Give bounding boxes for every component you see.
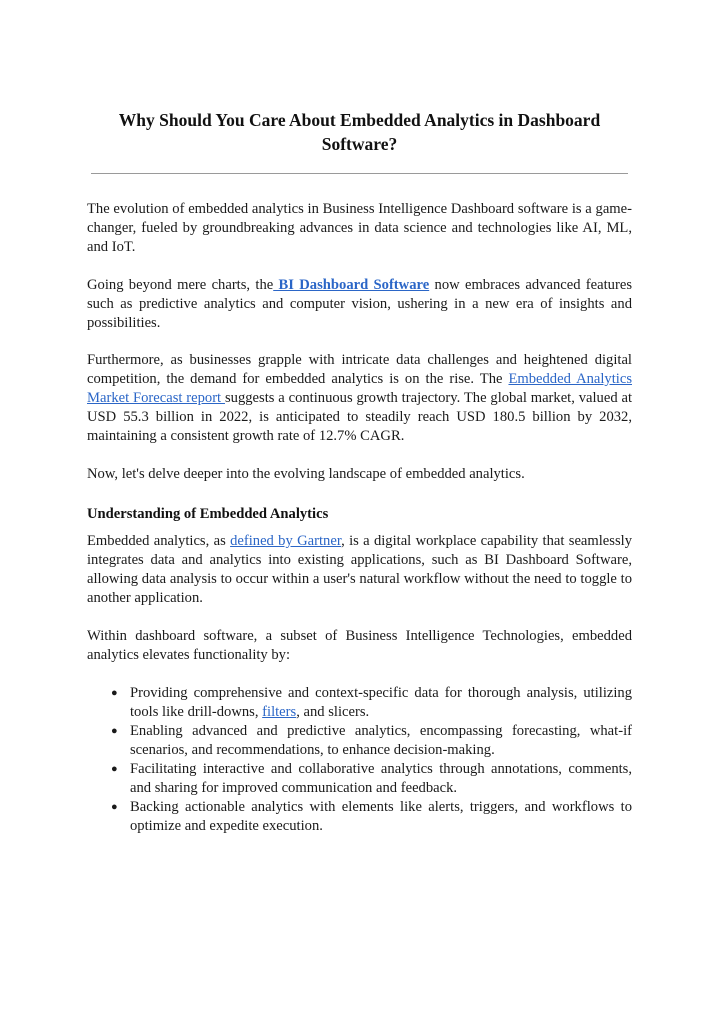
definition-paragraph <box>87 532 632 608</box>
delve-paragraph <box>87 465 632 484</box>
gartner-definition-link[interactable]: defined by Gartner <box>230 533 342 549</box>
bi-software-text-after: now embraces advanced features such as predictive analytics and computer vision, ushering in a new era of insights and possibilities. <box>87 277 632 331</box>
section-heading: Understanding of Embedded Analytics <box>87 506 329 522</box>
market-forecast-report-link[interactable]: Embedded Analytics Market Forecast report <box>87 371 632 406</box>
list-item-text-before: Providing comprehensive and context-specific data for thorough analysis, utilizing tools like drill-downs, <box>130 685 632 720</box>
definition-text-before: Embedded analytics, as <box>87 533 231 549</box>
bullet-icon: ● <box>111 801 118 813</box>
bi-software-text-before: Going beyond mere charts, the <box>87 277 274 293</box>
intro-paragraph <box>87 200 632 257</box>
functionality-intro-text: Within dashboard software, a subset of Business Intelligence Technologies, embedded analytics elevates functionality by: <box>87 628 632 663</box>
list-item <box>87 684 632 722</box>
intro-text: The evolution of embedded analytics in Business Intelligence Dashboard software is a game-changer, fueled by groundbreaking advances in data science and technologies like AI, ML, and IoT. <box>87 201 632 255</box>
bullet-icon: ● <box>111 763 118 775</box>
bullet-icon: ● <box>111 687 118 699</box>
list-item <box>87 798 632 836</box>
list-item-text: Enabling advanced and predictive analytics, encompassing forecasting, what-if scenarios, and recommendations, to enhance decision-making. <box>130 723 632 758</box>
definition-text-after: , is a digital workplace capability that seamlessly integrates data and analytics into existing applications, such as BI Dashboard Software, allowing data analysis to occur within a user's natural workflow without the need to toggle to another application. <box>87 533 632 606</box>
list-item <box>87 722 632 760</box>
list-item-text: Facilitating interactive and collaborative analytics through annotations, comments, and sharing for improved communication and feedback. <box>130 761 632 796</box>
bi-dashboard-software-link[interactable]: BI Dashboard Software <box>273 277 430 293</box>
functionality-intro-paragraph <box>87 627 632 665</box>
document-page <box>87 108 633 834</box>
list-item-text-after: , and slicers. <box>296 704 370 720</box>
functionality-list <box>87 684 632 836</box>
delve-text: Now, let's delve deeper into the evolving landscape of embedded analytics. <box>87 466 525 482</box>
market-paragraph <box>87 351 632 446</box>
list-item-text: Backing actionable analytics with elements like alerts, triggers, and workflows to optimize and expedite execution. <box>130 799 632 834</box>
market-text-after: suggests a continuous growth trajectory. The global market, valued at USD 55.3 billion in 2022, is anticipated to steadily reach USD 180.5 billion by 2032, maintaining a consistent growth rate of 12.7% CAGR. <box>87 390 633 444</box>
filters-link[interactable]: filters <box>262 704 297 720</box>
title-divider <box>91 173 628 174</box>
market-text-before: Furthermore, as businesses grapple with intricate data challenges and heightened digital competition, the demand for embedded analytics is on the rise. The <box>87 352 632 387</box>
bi-software-paragraph <box>87 276 632 333</box>
bullet-icon: ● <box>111 725 118 737</box>
list-item <box>87 760 632 798</box>
page-title: Why Should You Care About Embedded Analytics in Dashboard Software? <box>118 110 601 154</box>
